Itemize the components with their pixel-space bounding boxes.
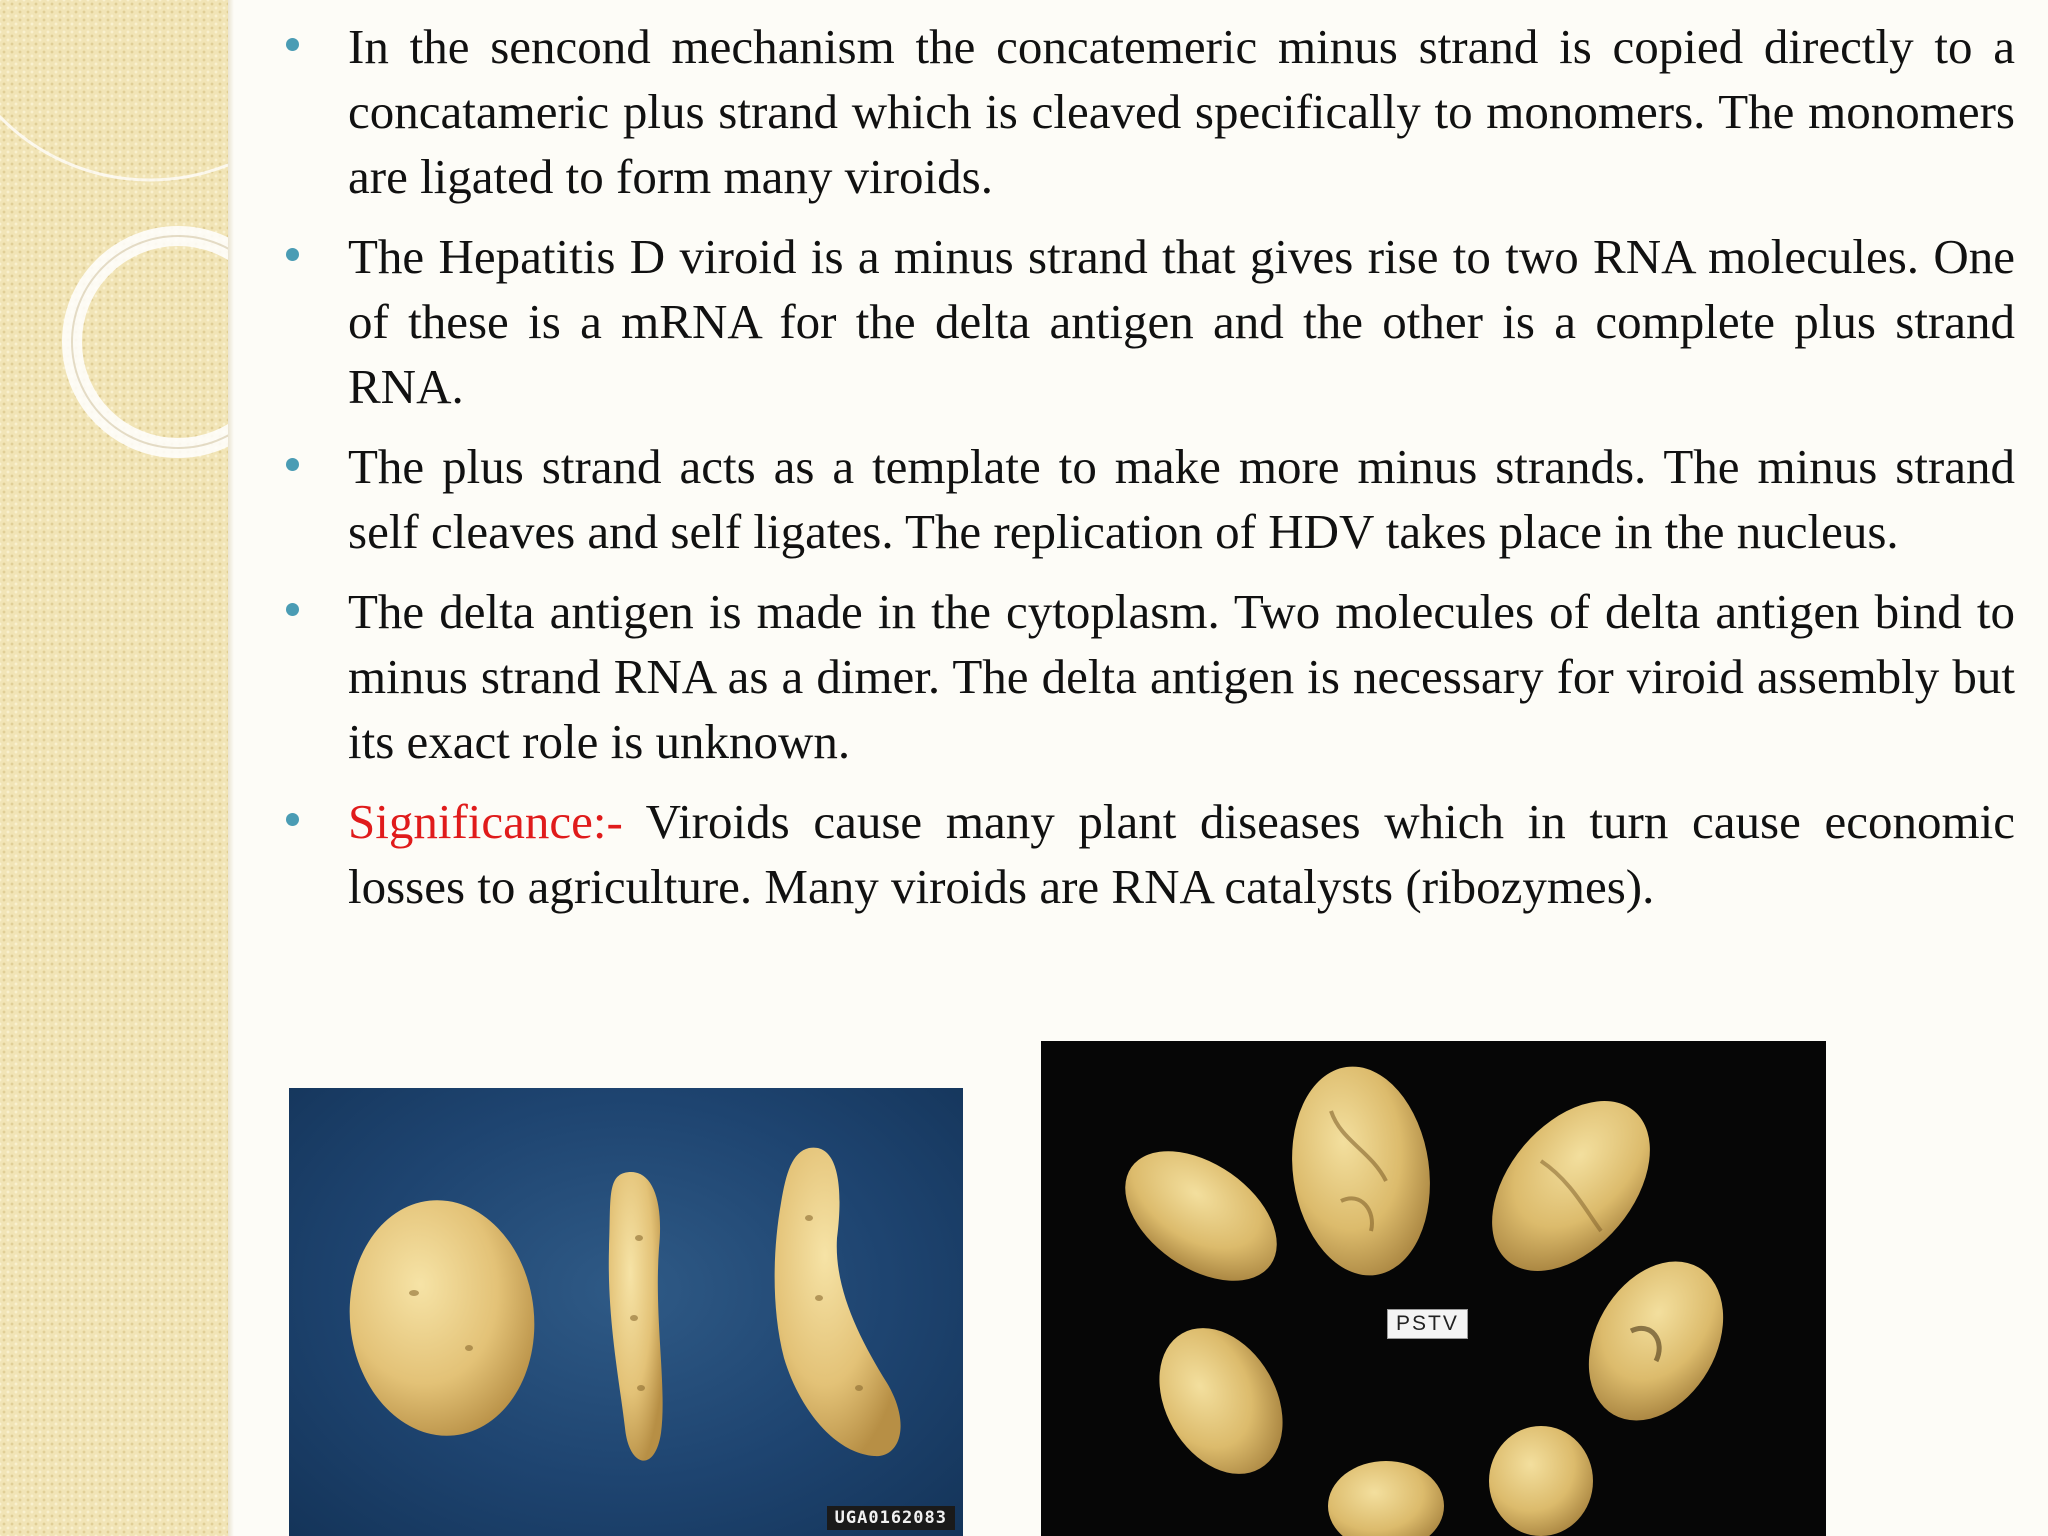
slide-content	[270, 14, 2015, 934]
bullet-text	[348, 434, 2015, 564]
potato-illustration	[289, 1088, 963, 1536]
image-id-tag: UGA0162083	[827, 1506, 955, 1530]
bullet-marker	[286, 813, 299, 826]
bullet-item-5	[270, 789, 2015, 919]
bullet-marker	[286, 603, 299, 616]
bullet-body: Viroids cause many plant diseases which in turn cause economic losses to agriculture. Many viroids are RNA catalysts (ribozymes).	[348, 794, 2015, 914]
photo-pstv-tubers-black	[1041, 1041, 1826, 1536]
bullet-text	[348, 14, 2015, 209]
bullet-text	[348, 789, 2015, 919]
potato-illustration	[1041, 1041, 1826, 1536]
bullet-list	[270, 14, 2015, 919]
bullet-body: The delta antigen is made in the cytoplasm. Two molecules of delta antigen bind to minus strand RNA as a dimer. The delta antigen is necessary for viroid assembly but its exact role is unknown.	[348, 584, 2015, 769]
pstv-label: PSTV	[1387, 1309, 1468, 1339]
decorative-side-strip	[0, 0, 228, 1536]
bullet-marker	[286, 458, 299, 471]
strip-shadow	[228, 0, 234, 1536]
bullet-item-2	[270, 224, 2015, 419]
bullet-item-4	[270, 579, 2015, 774]
bullet-body: The plus strand acts as a template to make more minus strands. The minus strand self cleaves and self ligates. The replication of HDV takes place in the nucleus.	[348, 439, 2015, 559]
decorative-rings	[0, 0, 228, 520]
photo-potato-tubers-blue	[289, 1088, 963, 1536]
bullet-body: The Hepatitis D viroid is a minus strand that gives rise to two RNA molecules. One of these is a mRNA for the delta antigen and the other is a complete plus strand RNA.	[348, 229, 2015, 414]
bullet-item-3	[270, 434, 2015, 564]
significance-label: Significance:-	[348, 794, 623, 849]
bullet-marker	[286, 248, 299, 261]
bullet-text	[348, 579, 2015, 774]
bullet-text	[348, 224, 2015, 419]
bullet-item-1	[270, 14, 2015, 209]
bullet-body: In the sencond mechanism the concatemeric minus strand is copied directly to a concatameric plus strand which is cleaved specifically to monomers. The monomers are ligated to form many viroids.	[348, 19, 2015, 204]
bullet-marker	[286, 38, 299, 51]
